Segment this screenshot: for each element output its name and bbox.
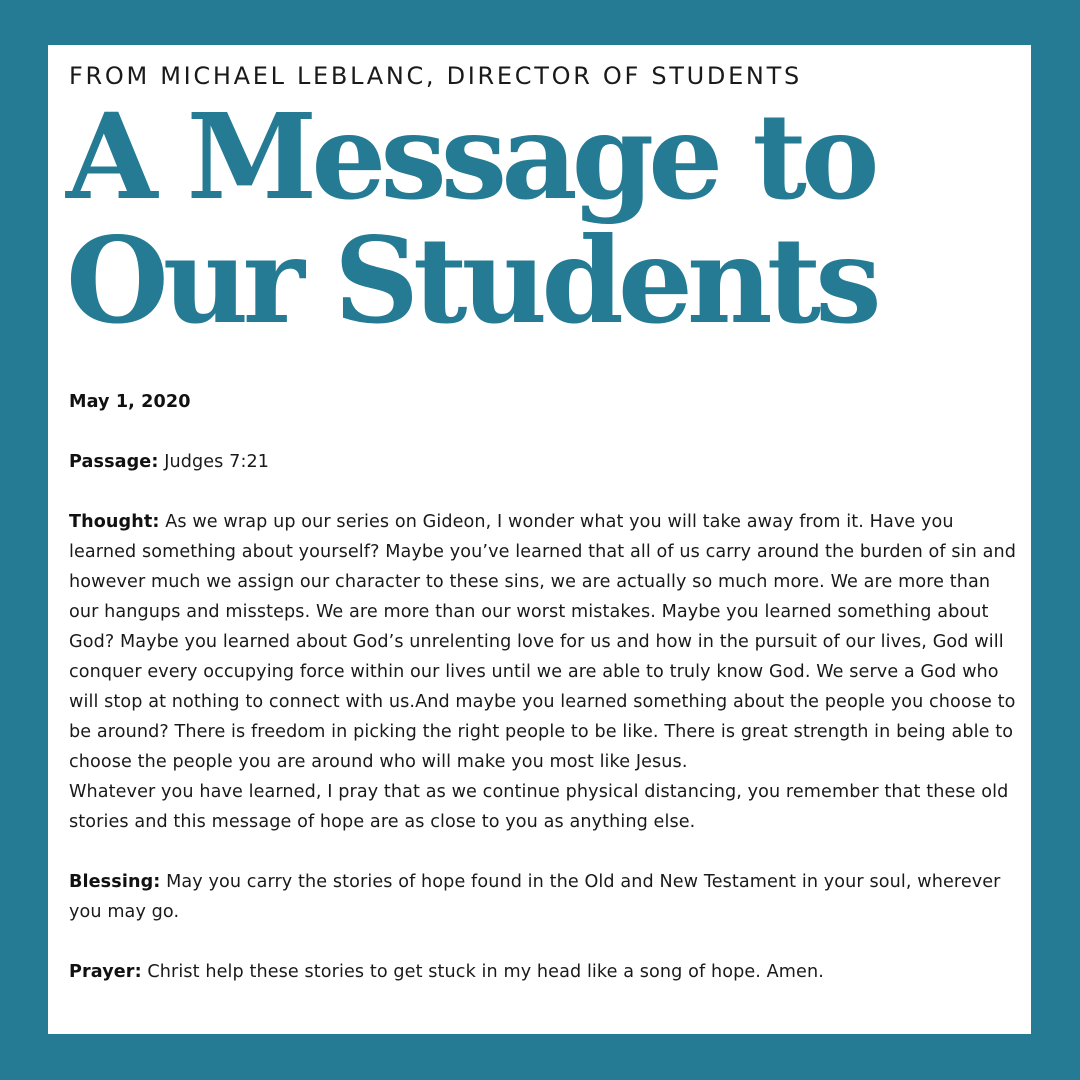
passage-label: Passage:	[69, 452, 159, 472]
blessing-text: May you carry the stories of hope found in the Old and New Testament in your soul, wherever you may go.	[69, 872, 1001, 922]
message-card	[48, 45, 1031, 1034]
date-paragraph	[69, 387, 1019, 417]
message-body	[69, 387, 1019, 1017]
prayer-paragraph	[69, 957, 1019, 987]
prayer-label: Prayer:	[69, 962, 142, 982]
passage-text: Judges 7:21	[164, 452, 270, 472]
thought-label: Thought:	[69, 512, 160, 532]
prayer-text: Christ help these stories to get stuck in my head like a song of hope. Amen.	[147, 962, 824, 982]
byline: FROM MICHAEL LEBLANC, DIRECTOR OF STUDENTS	[69, 62, 802, 90]
date: May 1, 2020	[69, 392, 191, 412]
title-line-1: A Message to	[66, 87, 874, 226]
page-title	[66, 87, 876, 350]
thought-text: As we wrap up our series on Gideon, I wonder what you will take away from it. Have you learned something about yourself? Maybe you’ve learned that all of us carry around the burden of sin and however much we assign our character to these sins, we are actually so much more. We are more than our hangups and missteps. We are more than our worst mistakes. Maybe you learned something about God? Maybe you learned about God’s unrelenting love for us and how in the pursuit of our lives, God will conquer every occupying force within our lives until we are able to truly know God. We serve a God who will stop at nothing to connect with us.And maybe you learned something about the people you choose to be around? There is freedom in picking the right people to be like. There is great strength in being able to choose the people you are around who will make you most like Jesus.	[69, 512, 1016, 772]
passage-paragraph	[69, 447, 1019, 477]
title-line-2: Our Students	[66, 211, 876, 350]
blessing-label: Blessing:	[69, 872, 161, 892]
thought-continuation: Whatever you have learned, I pray that as we continue physical distancing, you remember that these old stories and this message of hope are as close to you as anything else.	[69, 782, 1009, 832]
thought-paragraph	[69, 507, 1019, 777]
blessing-paragraph	[69, 867, 1019, 927]
